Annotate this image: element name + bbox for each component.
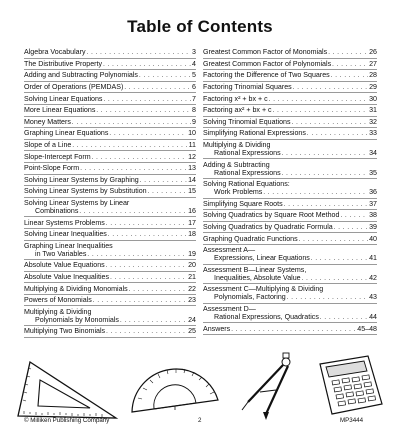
- toc-line: [24, 83, 196, 92]
- toc-page-number: 8: [192, 106, 196, 115]
- toc-entry-title: Slope-Intercept Form: [24, 152, 91, 161]
- dot-leader: [302, 275, 368, 283]
- toc-entry: [203, 222, 377, 234]
- toc-line: [203, 274, 377, 283]
- toc-page-number: 30: [369, 94, 377, 103]
- toc-entry: [24, 117, 196, 129]
- toc-entry-title: Work Problems: [214, 188, 263, 197]
- toc-page-number: 35: [369, 168, 377, 177]
- toc-entry-title: Assessment B—Linear Systems,: [203, 265, 307, 274]
- compass-icon: [236, 352, 302, 422]
- toc-line: [203, 325, 377, 334]
- toc-entry-title: Solving Linear Inequalities: [24, 230, 107, 239]
- toc-entry: [24, 283, 196, 295]
- toc-page-number: 42: [369, 273, 377, 282]
- toc-page-number: 36: [369, 188, 377, 197]
- toc-line: [203, 60, 377, 69]
- dot-leader: [103, 96, 191, 104]
- toc-line: [24, 261, 196, 270]
- toc-line: [24, 199, 196, 207]
- dot-leader: [282, 170, 368, 178]
- toc-entry: [24, 217, 196, 229]
- toc-entry: [24, 326, 196, 338]
- toc-page-number: 19: [188, 249, 196, 258]
- toc-entry: [203, 199, 377, 211]
- dot-leader: [331, 72, 368, 80]
- toc-page-number: 15: [188, 187, 196, 196]
- dot-leader: [120, 317, 187, 325]
- dot-leader: [311, 255, 368, 263]
- toc-entry-title: Slope of a Line: [24, 141, 72, 150]
- toc-entry-title: Answers: [203, 324, 231, 333]
- toc-line: [24, 153, 196, 162]
- toc-entry-title: Solving Rational Equations:: [203, 180, 290, 189]
- toc-entry-title: Solving Linear Equations: [24, 94, 103, 103]
- toc-line: [203, 246, 377, 254]
- toc-page-number: 34: [369, 149, 377, 158]
- toc-page-number: 3: [192, 48, 196, 57]
- toc-entry: [203, 304, 377, 324]
- toc-line: [203, 211, 377, 220]
- toc-line: [203, 95, 377, 104]
- toc-entry: [203, 323, 377, 335]
- toc-line: [24, 327, 196, 336]
- dot-leader: [87, 49, 192, 57]
- toc-entry-title: Point-Slope Form: [24, 164, 80, 173]
- toc-entry: [24, 186, 196, 198]
- dot-leader: [269, 96, 368, 104]
- dot-leader: [273, 107, 369, 115]
- toc-entry-title: Factoring ax² + bx + c: [203, 106, 272, 115]
- toc-page-number: 4: [192, 59, 196, 68]
- toc-page-number: 7: [192, 94, 196, 103]
- toc-line: [24, 141, 196, 150]
- toc-line: [203, 293, 377, 302]
- toc-page-number: 32: [369, 117, 377, 126]
- toc-entry-title: More Linear Equations: [24, 106, 96, 115]
- toc-entry-title: Assessment C—Multiplying & Dividing: [203, 285, 324, 294]
- dot-leader: [124, 84, 191, 92]
- toc-entry: [203, 47, 377, 59]
- toc-page-number: 37: [369, 199, 377, 208]
- dot-leader: [72, 119, 191, 127]
- toc-line: [24, 316, 196, 325]
- dot-leader: [92, 154, 187, 162]
- toc-line: [24, 71, 196, 80]
- toc-left-column: [24, 47, 196, 338]
- toc-page-number: 40: [369, 234, 377, 243]
- dot-leader: [96, 107, 191, 115]
- toc-line: [24, 118, 196, 127]
- toc-entry: [203, 233, 377, 245]
- dot-leader: [307, 130, 368, 138]
- toc-entry-title: Solving Quadratics by Quadratic Formula: [203, 223, 333, 232]
- toc-entry: [203, 93, 377, 105]
- toc-line: [203, 71, 377, 80]
- toc-entry: [24, 260, 196, 272]
- toc-entry: [24, 151, 196, 163]
- toc-entry-title: Order of Operations (PEMDAS): [24, 83, 124, 92]
- toc-entry: [203, 265, 377, 285]
- toc-line: [203, 235, 377, 244]
- footer-page-number: 2: [198, 417, 202, 424]
- toc-entry-title: Polynomials by Monomials: [35, 315, 119, 324]
- toc-line: [203, 266, 377, 274]
- toc-entry-title: Money Matters: [24, 117, 71, 126]
- toc-page-number: 21: [188, 272, 196, 281]
- toc-entry: [24, 163, 196, 175]
- toc-entry-title: Greatest Common Factor of Polynomials: [203, 59, 332, 68]
- dot-leader: [231, 326, 356, 334]
- toc-page-number: 26: [369, 48, 377, 57]
- toc-line: [24, 60, 196, 69]
- dot-leader: [110, 274, 187, 282]
- toc-entry-title: Graphing Quadratic Functions: [203, 234, 298, 243]
- dot-leader: [299, 236, 368, 244]
- toc-entry: [203, 70, 377, 82]
- dot-leader: [109, 130, 187, 138]
- toc-line: [203, 141, 377, 149]
- toc-line: [203, 161, 377, 169]
- toc-page-number: 24: [188, 315, 196, 324]
- toc-entry: [203, 128, 377, 140]
- toc-entry-title: Graphing Linear Inequalities: [24, 241, 113, 250]
- toc-entry: [203, 179, 377, 199]
- toc-page-number: 29: [369, 83, 377, 92]
- calculator-icon: [310, 354, 390, 418]
- toc-entry-title: Adding and Subtracting Polynomials: [24, 71, 138, 80]
- dot-leader: [148, 188, 187, 196]
- toc-entry: [24, 59, 196, 71]
- toc-line: [203, 285, 377, 293]
- toc-page-number: 31: [369, 106, 377, 115]
- toc-line: [24, 273, 196, 282]
- toc-entry: [24, 272, 196, 284]
- dot-leader: [334, 224, 368, 232]
- toc-line: [24, 230, 196, 239]
- toc-entry-title: Assessment A—: [203, 246, 256, 255]
- toc-entry-title: The Distributive Property: [24, 59, 103, 68]
- toc-entry: [24, 128, 196, 140]
- dot-leader: [292, 119, 369, 127]
- dot-leader: [320, 314, 368, 322]
- toc-line: [24, 250, 196, 259]
- dot-leader: [284, 201, 368, 209]
- footer-copyright: © Milliken Publishing Company: [24, 417, 110, 424]
- toc-entry-title: Solving Trinomial Equations: [203, 117, 291, 126]
- toc-entry-title: Adding & Subtracting: [203, 160, 270, 169]
- toc-page-number: 17: [188, 218, 196, 227]
- toc-line: [24, 219, 196, 228]
- toc-page-number: 10: [188, 129, 196, 138]
- dot-leader: [293, 84, 368, 92]
- toc-page-number: 43: [369, 293, 377, 302]
- toc-entry: [203, 284, 377, 304]
- toc-line: [24, 285, 196, 294]
- toc-entry-title: Linear Systems Problems: [24, 218, 105, 227]
- toc-entry-title: Rational Expressions, Quadratics: [214, 312, 319, 321]
- toc-entry-title: Algebra Vocabulary: [24, 48, 86, 57]
- toc-entry: [203, 159, 377, 179]
- protractor-icon: [128, 360, 224, 420]
- dot-leader: [79, 208, 187, 216]
- toc-line: [203, 118, 377, 127]
- toc-entry: [24, 306, 196, 326]
- toc-entry: [24, 241, 196, 261]
- toc-entry-title: Rational Expressions: [214, 168, 281, 177]
- toc-entry-title: Multiplying & Dividing Monomials: [24, 284, 128, 293]
- dot-leader: [129, 286, 187, 294]
- toc-entry: [24, 198, 196, 218]
- dot-leader: [140, 177, 187, 185]
- toc-page-number: 22: [188, 284, 196, 293]
- toc-page-number: 12: [188, 152, 196, 161]
- toc-entry-title: Absolute Value Equations: [24, 261, 105, 270]
- dot-leader: [93, 297, 187, 305]
- toc-entry-title: Factoring x² + bx + c: [203, 94, 268, 103]
- toc-page-number: 18: [188, 230, 196, 239]
- toc-entry: [203, 59, 377, 71]
- toc-page-number: 38: [369, 211, 377, 220]
- dot-leader: [287, 294, 368, 302]
- toc-page-number: 16: [188, 207, 196, 216]
- toc-entry: [24, 82, 196, 94]
- toc-line: [203, 83, 377, 92]
- toc-entry: [24, 47, 196, 59]
- toc-entry-title: Solving Quadratics by Square Root Method: [203, 211, 340, 220]
- toc-page-number: 41: [369, 254, 377, 263]
- dot-leader: [72, 142, 187, 150]
- toc-line: [203, 200, 377, 209]
- toc-page-number: 9: [192, 117, 196, 126]
- toc-entry-title: in Two Variables: [35, 249, 87, 258]
- toc-entry: [203, 82, 377, 94]
- page-title: Table of Contents: [127, 17, 273, 36]
- toc-line: [24, 129, 196, 138]
- toc-page-number: 14: [188, 175, 196, 184]
- dot-leader: [103, 61, 191, 69]
- toc-line: [24, 106, 196, 115]
- toc-entry: [203, 105, 377, 117]
- toc-entry-title: Absolute Value Inequalities: [24, 272, 110, 281]
- toc-line: [203, 180, 377, 188]
- toc-line: [203, 149, 377, 158]
- toc-line: [24, 207, 196, 216]
- toc-line: [24, 164, 196, 173]
- toc-entry: [24, 229, 196, 241]
- toc-entry-title: Combinations: [35, 207, 79, 216]
- toc-page-number: 44: [369, 312, 377, 321]
- dot-leader: [87, 251, 187, 259]
- dot-leader: [282, 150, 368, 158]
- toc-page-number: 20: [188, 261, 196, 270]
- dot-leader: [106, 262, 187, 270]
- toc-entry-title: Factoring the Difference of Two Squares: [203, 71, 330, 80]
- toc-entry-title: Solving Linear Systems by Substitution: [24, 187, 147, 196]
- dot-leader: [340, 212, 368, 220]
- toc-page-number: 23: [188, 296, 196, 305]
- toc-entry-title: Multiplying & Dividing: [24, 307, 92, 316]
- toc-entry-title: Solving Linear Systems by Linear: [24, 199, 130, 208]
- toc-line: [203, 188, 377, 197]
- dot-leader: [332, 61, 368, 69]
- toc-entry-title: Multiplying & Dividing: [203, 141, 271, 150]
- dot-leader: [328, 49, 368, 57]
- toc-entry-title: Greatest Common Factor of Monomials: [203, 48, 328, 57]
- dot-leader: [139, 72, 191, 80]
- toc-line: [203, 106, 377, 115]
- toc-line: [24, 95, 196, 104]
- toc-page-number: 28: [369, 71, 377, 80]
- triangle-ruler-icon: [12, 358, 124, 422]
- toc-entry-title: Assessment D—: [203, 304, 256, 313]
- toc-entry: [24, 105, 196, 117]
- dot-leader: [108, 231, 187, 239]
- toc-line: [203, 305, 377, 313]
- toc-entry-title: Inequalities, Absolute Value: [214, 273, 301, 282]
- toc-page-number: 45–48: [357, 324, 377, 333]
- toc-line: [24, 242, 196, 250]
- toc-entry: [203, 210, 377, 222]
- toc-page-number: 39: [369, 223, 377, 232]
- toc-page-number: 11: [188, 141, 196, 150]
- toc-line: [203, 313, 377, 322]
- toc-entry: [24, 70, 196, 82]
- toc-line: [203, 223, 377, 232]
- toc-entry: [203, 245, 377, 265]
- toc-page-number: 13: [188, 164, 196, 173]
- toc-entry-title: Expressions, Linear Equations: [214, 254, 310, 263]
- toc-line: [24, 296, 196, 305]
- toc-entry-title: Polynomials, Factoring: [214, 293, 286, 302]
- toc-line: [24, 187, 196, 196]
- toc-entry-title: Graphing Linear Equations: [24, 129, 109, 138]
- toc-line: [24, 308, 196, 316]
- toc-page-number: 25: [188, 327, 196, 336]
- toc-line: [203, 48, 377, 57]
- toc-page-number: 27: [369, 59, 377, 68]
- dot-leader: [106, 220, 187, 228]
- dot-leader: [80, 165, 187, 173]
- toc-line: [203, 129, 377, 138]
- toc-entry-title: Multiplying Two Binomials: [24, 327, 106, 336]
- toc-entry: [24, 140, 196, 152]
- toc-entry-title: Simplifying Rational Expressions: [203, 129, 306, 138]
- toc-line: [24, 48, 196, 57]
- toc-line: [203, 254, 377, 263]
- toc-entry: [203, 140, 377, 160]
- dot-leader: [263, 189, 368, 197]
- toc-entry: [24, 93, 196, 105]
- footer-product-code: MP3444: [340, 417, 364, 424]
- toc-entry-title: Simplifying Square Roots: [203, 199, 283, 208]
- toc-entry: [24, 175, 196, 187]
- toc-entry-title: Rational Expressions: [214, 149, 281, 158]
- toc-line: [203, 169, 377, 178]
- toc-line: [24, 176, 196, 185]
- toc-page-number: 6: [192, 83, 196, 92]
- dot-leader: [106, 328, 187, 336]
- toc-entry-title: Factoring Trinomial Squares: [203, 83, 292, 92]
- toc-entry: [24, 295, 196, 307]
- toc-entry-title: Solving Linear Systems by Graphing: [24, 175, 139, 184]
- toc-entry-title: Powers of Monomials: [24, 296, 92, 305]
- toc-right-column: [203, 47, 377, 335]
- toc-entry: [203, 117, 377, 129]
- toc-page-number: 33: [369, 129, 377, 138]
- toc-page-number: 5: [192, 71, 196, 80]
